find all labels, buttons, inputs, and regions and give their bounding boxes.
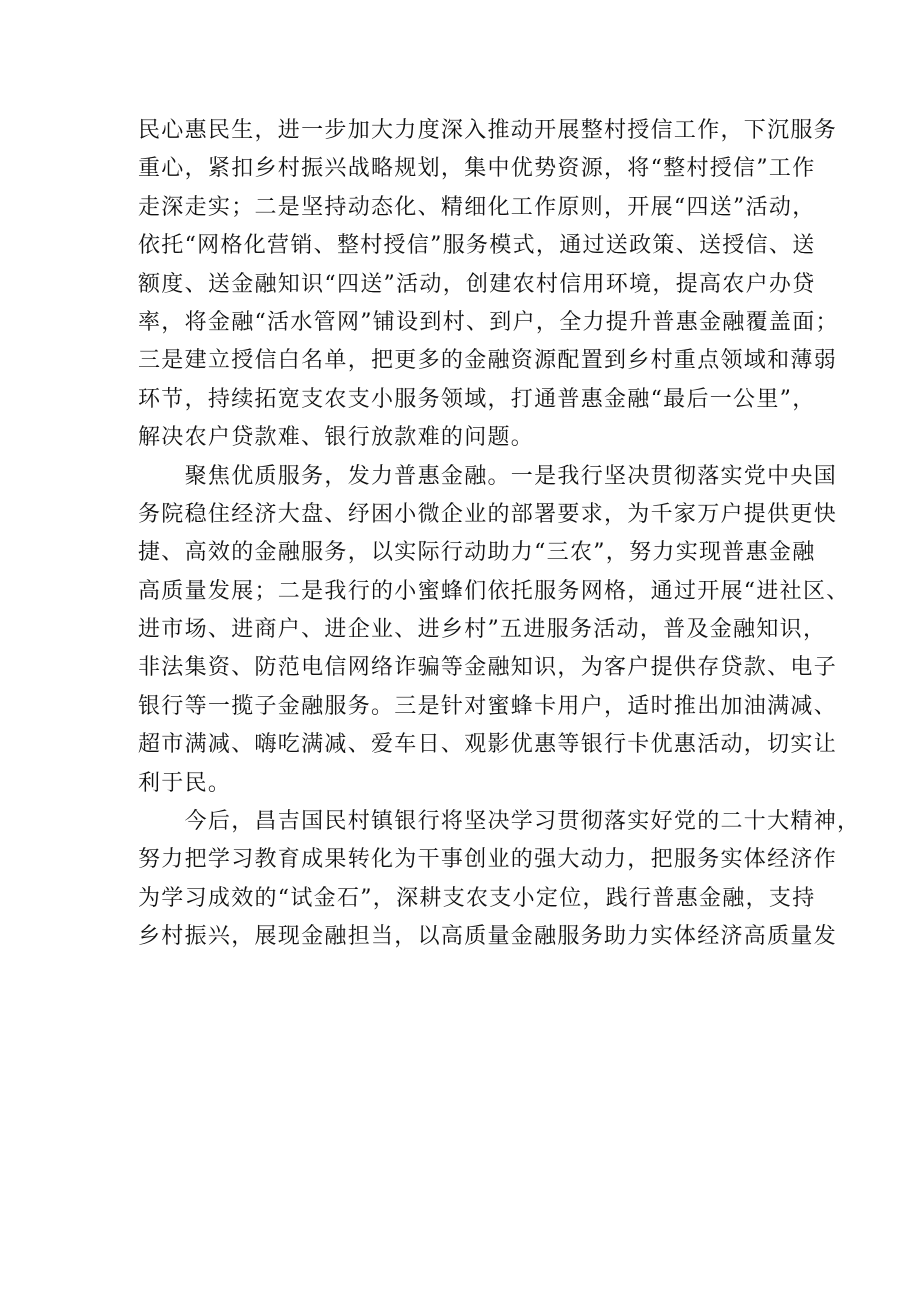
text-line: 今后，昌吉国民村镇银行将坚决学习贯彻落实好党的二十大精神， <box>138 809 861 835</box>
text-line: 非法集资、防范电信网络诈骗等金融知识，为客户提供存贷款、电子 <box>138 655 838 681</box>
text-line: 依托“网格化营销、整村授信”服务模式，通过送政策、送授信、送 <box>138 233 816 259</box>
text-line: 环节，持续拓宽支农支小服务领域，打通普惠金融“最后一公里”， <box>138 386 816 412</box>
text-line: 民心惠民生，进一步加大力度深入推动开展整村授信工作，下沉服务 <box>138 118 838 143</box>
paragraph-3 <box>138 803 861 957</box>
text-line: 乡村振兴，展现金融担当，以高质量金融服务助力实体经济高质量发 <box>138 924 838 950</box>
text-line: 为学习成效的“试金石”，深耕支农支小定位，践行普惠金融，支持 <box>138 885 816 911</box>
text-line: 高质量发展；二是我行的小蜜蜂们依托服务网格，通过开展“进社区、 <box>138 578 850 604</box>
text-line: 超市满减、嗨吃满减、爱车日、观影优惠等银行卡优惠活动，切实让 <box>138 732 838 758</box>
text-line: 聚焦优质服务，发力普惠金融。一是我行坚决贯彻落实党中央国 <box>138 463 838 489</box>
text-line: 三是建立授信白名单，把更多的金融资源配置到乡村重点领域和薄弱 <box>138 348 838 374</box>
paragraph-1 <box>138 112 839 458</box>
text-line: 捷、高效的金融服务，以实际行动助力“三农”，努力实现普惠金融 <box>138 540 816 566</box>
text-line: 务院稳住经济大盘、纾困小微企业的部署要求，为千家万户提供更快 <box>138 501 838 527</box>
text-line: 银行等一揽子金融服务。三是针对蜜蜂卡用户，适时推出加油满减、 <box>138 693 838 719</box>
text-line: 进市场、进商户、进企业、进乡村”五进服务活动，普及金融知识， <box>138 617 827 643</box>
text-line: 重心，紧扣乡村振兴战略规划，集中优势资源，将“整村授信”工作 <box>138 156 816 182</box>
text-line: 努力把学习教育成果转化为干事创业的强大动力，把服务实体经济作 <box>138 847 838 873</box>
document-body <box>138 112 861 957</box>
paragraph-2 <box>138 458 850 804</box>
text-line: 率，将金融“活水管网”铺设到村、到户，全力提升普惠金融覆盖面； <box>138 309 839 335</box>
text-line: 走深走实；二是坚持动态化、精细化工作原则，开展“四送”活动， <box>138 194 816 220</box>
text-line: 解决农户贷款难、银行放款难的问题。 <box>138 425 535 451</box>
text-line: 额度、送金融知识“四送”活动，创建农村信用环境，提高农户办贷 <box>138 271 816 297</box>
text-line: 利于民。 <box>138 770 232 796</box>
